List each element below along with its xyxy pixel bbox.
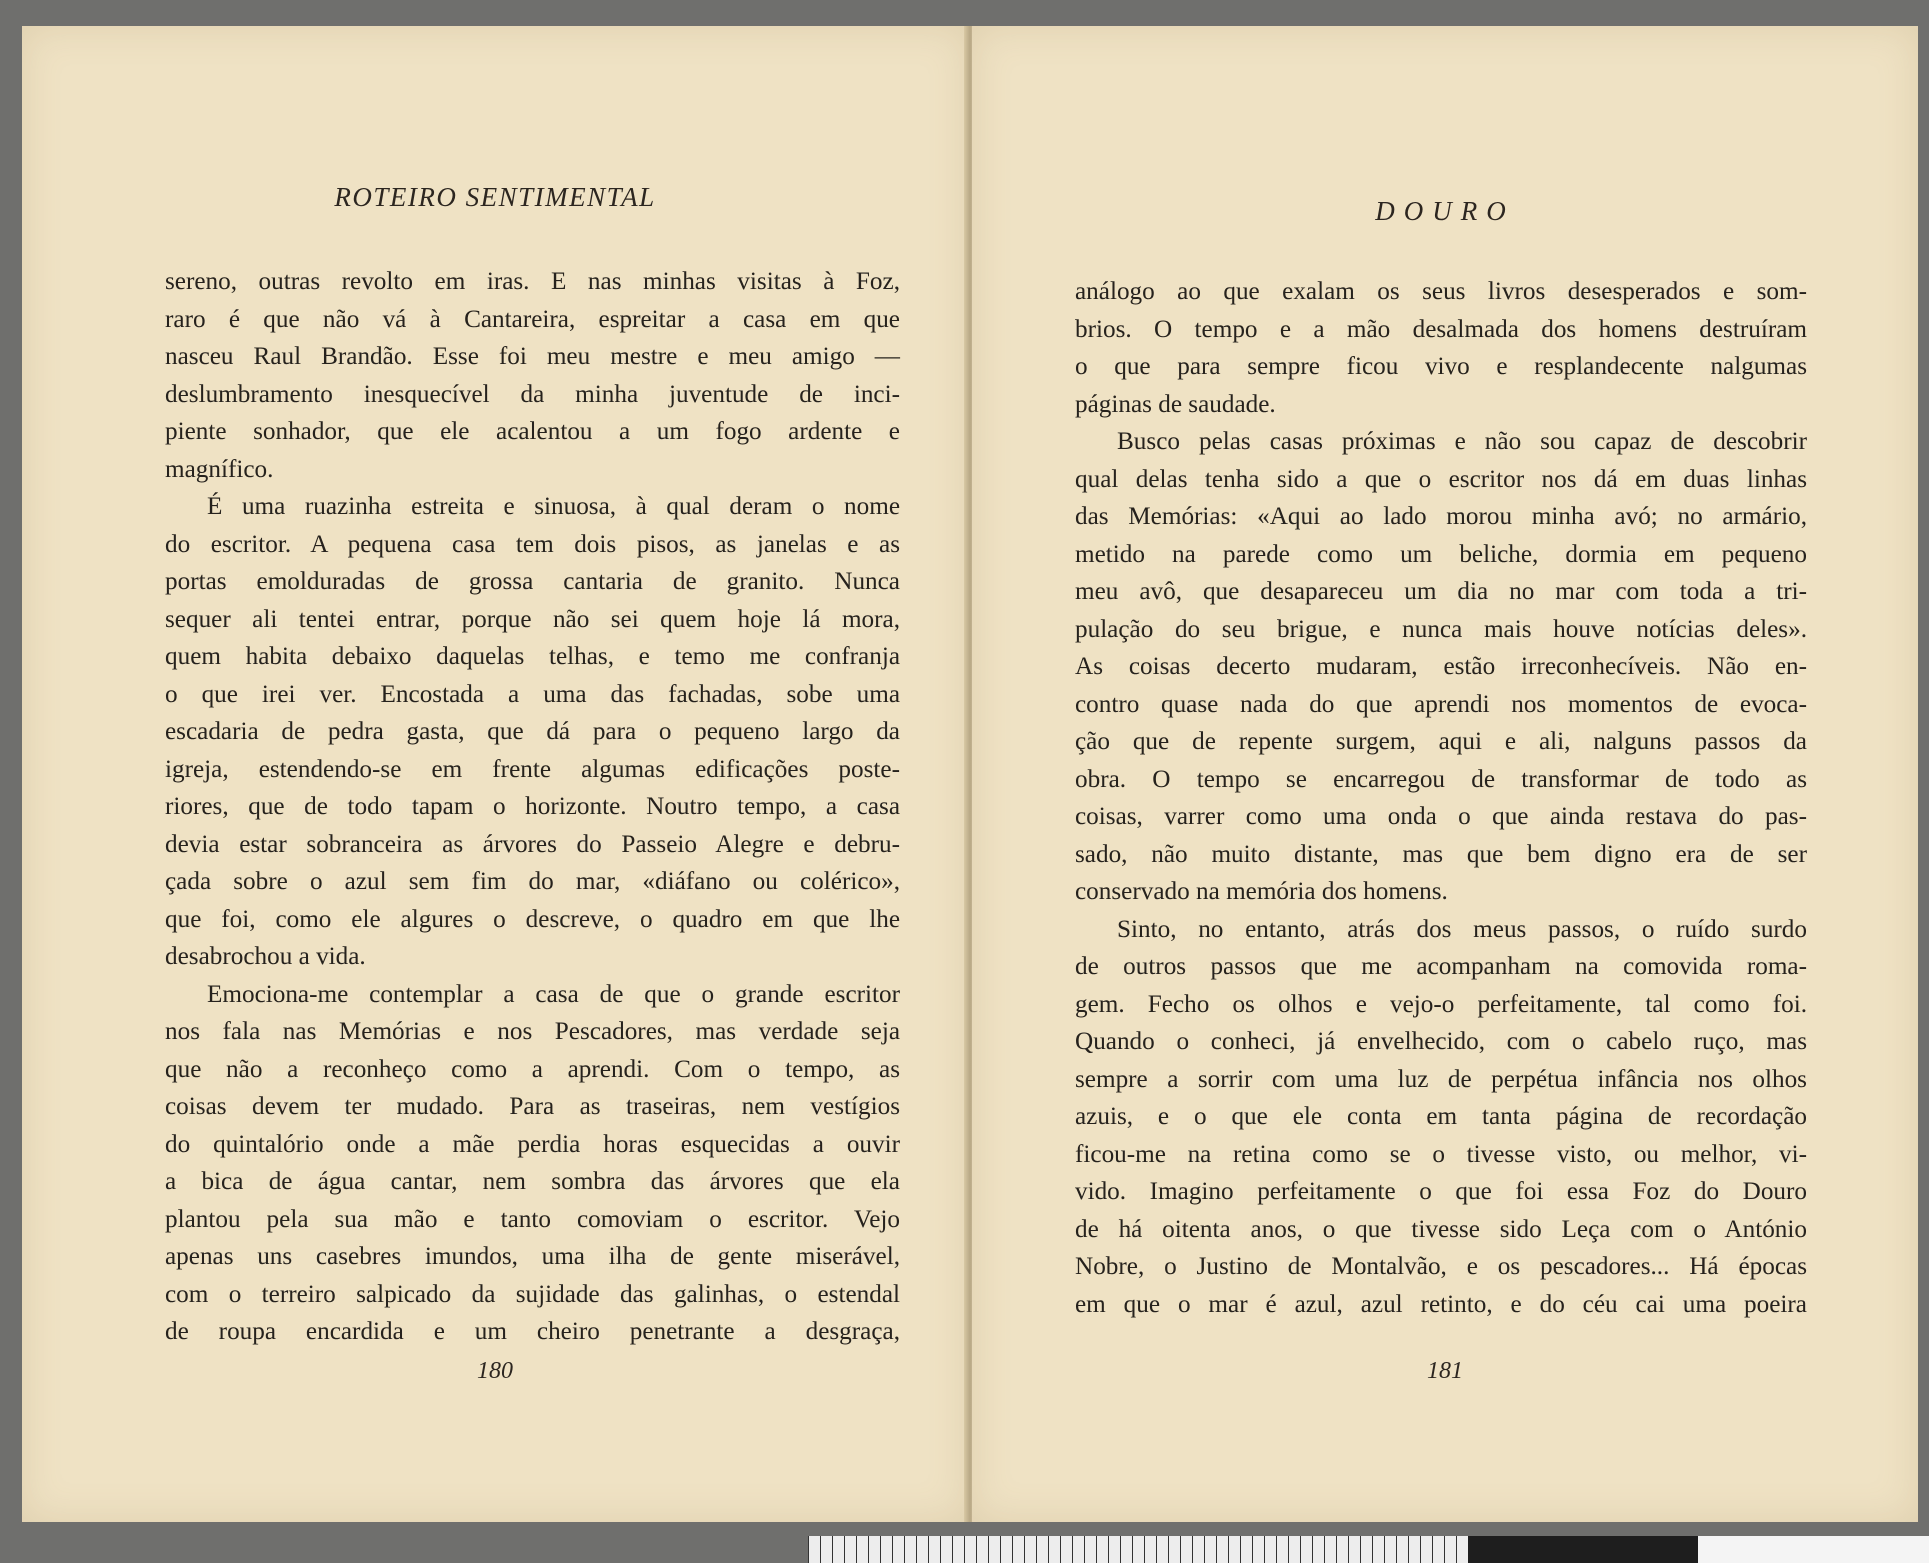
text-line: Nobre, o Justino de Montalvão, e os pescadores... Há épocas (1075, 1253, 1807, 1280)
text-line: brios. O tempo e a mão desalmada dos homens destruíram (1075, 315, 1807, 343)
text-line: contro quase nada do que aprendi nos momentos de evoca- (1075, 690, 1807, 718)
text-line: çada sobre o azul sem fim do mar, «diáfano ou colérico», (165, 868, 900, 895)
text-line: de há oitenta anos, o que tivesse sido Leça com o António (1075, 1215, 1807, 1243)
text-line: Busco pelas casas próximas e não sou capaz de descobrir (1117, 428, 1807, 455)
text-line: Emociona-me contemplar a casa de que o grande escritor (207, 980, 900, 1008)
text-line: sereno, outras revolto em iras. E nas minhas visitas à Foz, (165, 268, 900, 295)
text-line: obra. O tempo se encarregou de transformar de todo as (1075, 765, 1807, 793)
text-line: análogo ao que exalam os seus livros desesperados e som- (1075, 278, 1807, 305)
color-block-dark (1468, 1536, 1698, 1563)
text-line: coisas devem ter mudado. Para as traseiras, nem vestígios (165, 1093, 900, 1120)
text-line: de outros passos que me acompanham na comovida roma- (1075, 953, 1807, 980)
text-line: pulação do seu brigue, e nunca mais houve notícias deles». (1075, 615, 1807, 643)
left-page (22, 26, 968, 1522)
text-line: apenas uns casebres imundos, uma ilha de gente miserável, (165, 1243, 900, 1270)
text-line: riores, que de todo tapam o horizonte. Noutro tempo, a casa (165, 793, 900, 820)
text-line: do quintalório onde a mãe perdia horas esquecidas a ouvir (165, 1130, 900, 1158)
text-line: azuis, e o que ele conta em tanta página de recordação (1075, 1103, 1807, 1130)
scale-ruler (808, 1536, 1929, 1563)
text-line: sequer ali tentei entrar, porque não sei quem hoje lá mora, (165, 605, 900, 633)
text-line: com o terreiro salpicado da sujidade das galinhas, o estendal (165, 1280, 900, 1308)
text-line: vido. Imagino perfeitamente o que foi essa Foz do Douro (1075, 1178, 1807, 1205)
running-head: ROTEIRO SENTIMENTAL (334, 182, 656, 212)
text-line: escadaria de pedra gasta, que dá para o pequeno largo da (165, 718, 900, 745)
text-line: raro é que não vá à Cantareira, espreitar a casa em que (165, 305, 900, 333)
text-line: que foi, como ele algures o descreve, o quadro em que lhe (165, 905, 900, 933)
text-line: das Memórias: «Aqui ao lado morou minha avó; no armário, (1075, 503, 1807, 530)
text-line: ficou-me na retina como se o tivesse visto, ou melhor, vi- (1075, 1140, 1807, 1168)
text-line: sado, não muito distante, mas que bem digno era de ser (1075, 840, 1807, 868)
text-line: igreja, estendendo-se em frente algumas edificações poste- (165, 755, 900, 783)
text-line: nos fala nas Memórias e nos Pescadores, mas verdade seja (165, 1018, 900, 1045)
text-line: piente sonhador, que ele acalentou a um fogo ardente e (165, 418, 900, 445)
text-line: em que o mar é azul, azul retinto, e do céu cai uma poeira (1075, 1290, 1807, 1318)
text-line: magnífico. (165, 455, 274, 483)
text-line: É uma ruazinha estreita e sinuosa, à qual deram o nome (207, 493, 900, 520)
text-line: a bica de água cantar, nem sombra das árvores que ela (165, 1168, 900, 1195)
text-line: conservado na memória dos homens. (1075, 878, 1448, 905)
text-line: o que para sempre ficou vivo e resplandecente nalgumas (1075, 353, 1807, 380)
color-block-light (1698, 1536, 1929, 1563)
text-line: metido na parede como um beliche, dormia em pequeno (1075, 540, 1807, 568)
text-line: As coisas decerto mudaram, estão irreconhecíveis. Não en- (1075, 653, 1807, 680)
ruler-ticks (808, 1536, 1468, 1563)
text-line: meu avô, que desapareceu um dia no mar com toda a tri- (1075, 578, 1807, 605)
page-number: 180 (477, 1358, 513, 1384)
text-line: portas emolduradas de grossa cantaria de granito. Nunca (165, 568, 900, 595)
text-line: ção que de repente surgem, aqui e ali, nalguns passos da (1075, 728, 1807, 755)
body-text (165, 263, 900, 1351)
text-line: desabrochou a vida. (165, 943, 366, 970)
text-line: Sinto, no entanto, atrás dos meus passos, o ruído surdo (1117, 915, 1807, 943)
text-line: de roupa encardida e um cheiro penetrante a desgraça, (165, 1318, 900, 1345)
text-line: deslumbramento inesquecível da minha juventude de inci- (165, 380, 900, 408)
text-line: nasceu Raul Brandão. Esse foi meu mestre e meu amigo — (165, 343, 900, 370)
text-line: páginas de saudade. (1075, 390, 1276, 418)
text-line: devia estar sobranceira as árvores do Passeio Alegre e debru- (165, 830, 900, 858)
text-line: que não a reconheço como a aprendi. Com o tempo, as (165, 1055, 900, 1083)
text-line: sempre a sorrir com uma luz de perpétua infância nos olhos (1075, 1065, 1807, 1093)
text-line: coisas, varrer como uma onda o que ainda restava do pas- (1075, 803, 1807, 830)
text-line: gem. Fecho os olhos e vejo-o perfeitamente, tal como foi. (1075, 990, 1807, 1018)
text-line: Quando o conheci, já envelhecido, com o cabelo ruço, mas (1075, 1028, 1807, 1055)
right-page (972, 26, 1918, 1522)
text-line: do escritor. A pequena casa tem dois pisos, as janelas e as (165, 530, 900, 558)
body-text (1075, 273, 1807, 1323)
text-line: plantou pela sua mão e tanto comoviam o escritor. Vejo (165, 1205, 900, 1233)
text-line: qual delas tenha sido a que o escritor nos dá em duas linhas (1075, 465, 1807, 493)
running-head: DOURO (1375, 196, 1515, 226)
text-line: o que irei ver. Encostada a uma das fachadas, sobe uma (165, 680, 900, 708)
text-line: quem habita debaixo daquelas telhas, e temo me confranja (165, 643, 900, 670)
page-number: 181 (1427, 1358, 1463, 1384)
